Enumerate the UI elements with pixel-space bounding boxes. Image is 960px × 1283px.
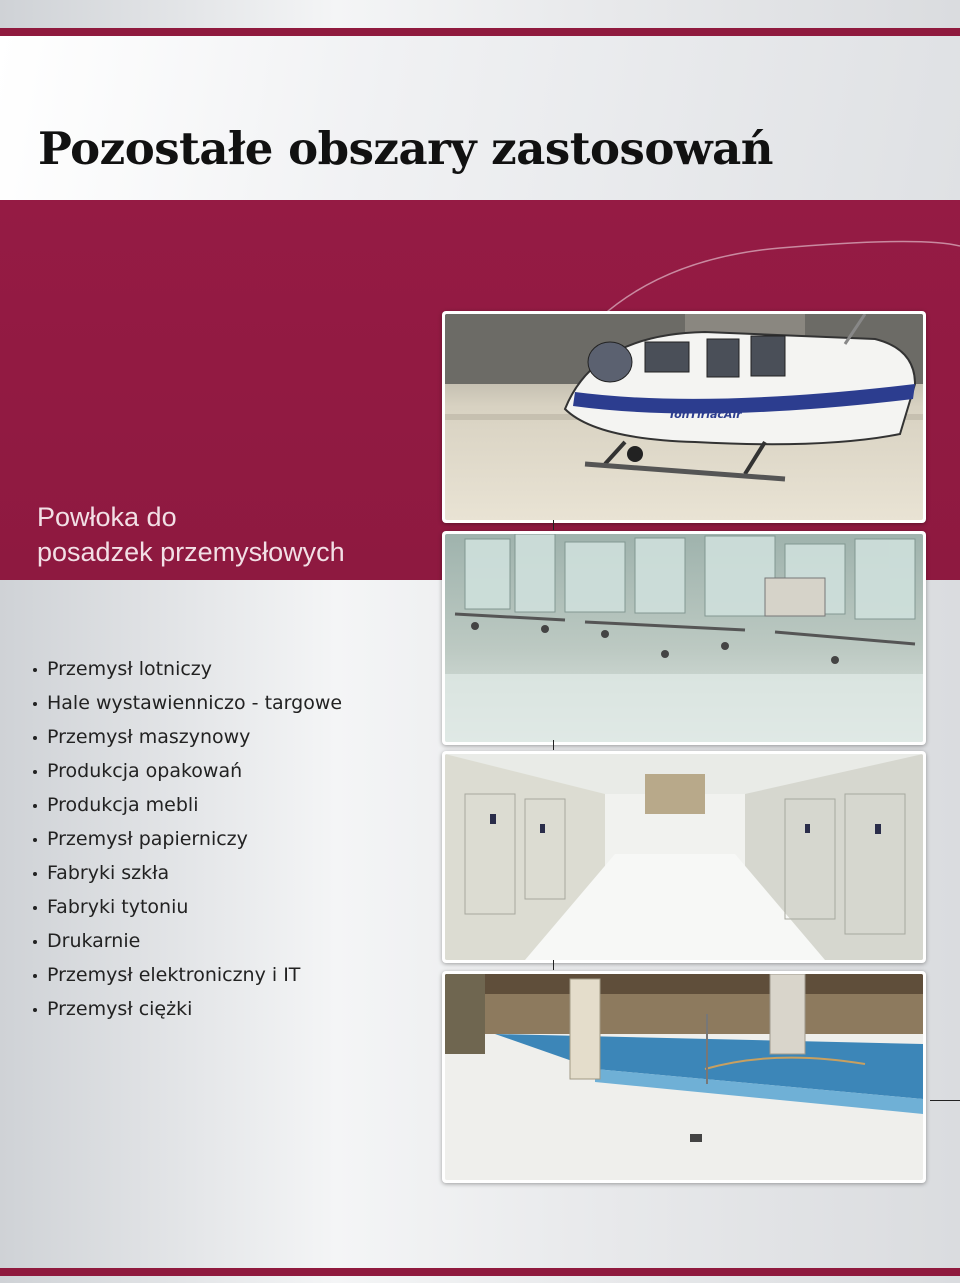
bullet-icon bbox=[33, 940, 37, 944]
list-item: Przemysł ciężki bbox=[33, 992, 342, 1026]
list-item: Drukarnie bbox=[33, 924, 342, 958]
photo-glass-factory bbox=[442, 531, 926, 745]
crop-mark bbox=[930, 1100, 960, 1101]
list-item: Fabryki szkła bbox=[33, 856, 342, 890]
list-item: Przemysł lotniczy bbox=[33, 652, 342, 686]
bullet-icon bbox=[33, 668, 37, 672]
bullet-icon bbox=[33, 1008, 37, 1012]
bullet-icon bbox=[33, 804, 37, 808]
top-rule bbox=[0, 28, 960, 36]
list-item: Hale wystawienniczo - targowe bbox=[33, 686, 342, 720]
bullet-icon bbox=[33, 702, 37, 706]
glass-factory-image bbox=[445, 534, 923, 742]
helicopter-image bbox=[445, 314, 923, 520]
list-item: Produkcja opakowań bbox=[33, 754, 342, 788]
subtitle bbox=[37, 500, 345, 570]
photo-pool-hall bbox=[442, 971, 926, 1183]
crop-mark bbox=[553, 960, 554, 970]
list-item: Przemysł elektroniczny i IT bbox=[33, 958, 342, 992]
pool-hall-image bbox=[445, 974, 923, 1180]
corridor-image bbox=[445, 754, 923, 960]
crop-mark bbox=[553, 520, 554, 530]
photo-corridor bbox=[442, 751, 926, 963]
crop-mark bbox=[553, 740, 554, 750]
bottom-rule bbox=[0, 1268, 960, 1276]
bullet-icon bbox=[33, 736, 37, 740]
list-item: Przemysł maszynowy bbox=[33, 720, 342, 754]
bullet-icon bbox=[33, 906, 37, 910]
list-item: Produkcja mebli bbox=[33, 788, 342, 822]
subtitle-line-2: posadzek przemysłowych bbox=[37, 537, 345, 567]
photo-helicopter bbox=[442, 311, 926, 523]
list-item: Przemysł papierniczy bbox=[33, 822, 342, 856]
bullet-icon bbox=[33, 838, 37, 842]
bullet-icon bbox=[33, 974, 37, 978]
helicopter-logo: IonTiriacAir bbox=[670, 408, 742, 421]
bullet-icon bbox=[33, 770, 37, 774]
header-band bbox=[0, 36, 960, 200]
list-item: Fabryki tytoniu bbox=[33, 890, 342, 924]
application-list bbox=[33, 652, 342, 1026]
bullet-icon bbox=[33, 872, 37, 876]
subtitle-line-1: Powłoka do bbox=[37, 502, 177, 532]
page-title: Pozostałe obszary zastosowań bbox=[38, 122, 773, 175]
